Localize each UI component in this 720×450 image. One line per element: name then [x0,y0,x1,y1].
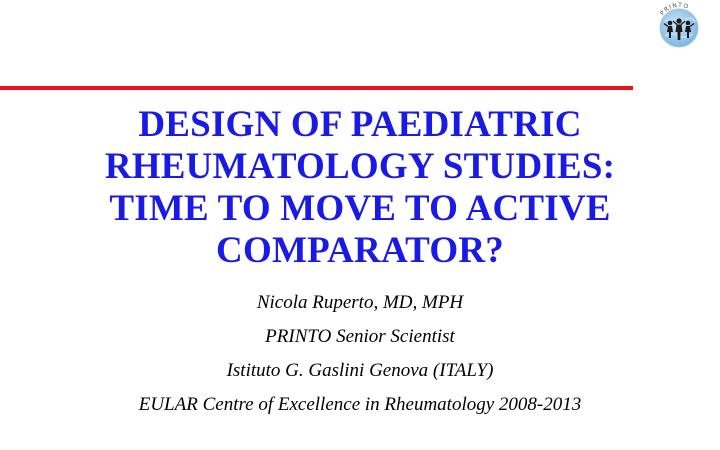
logo-text: PRINTO [658,2,690,18]
author-centre: EULAR Centre of Excellence in Rheumatology 2008-2013 [138,394,582,415]
author-institution: Istituto G. Gaslini Genova (ITALY) [226,360,494,381]
red-divider-line [0,86,633,90]
slide-title [60,104,660,272]
printo-logo-icon [648,2,710,48]
title-line: TIME TO MOVE TO ACTIVE [109,188,611,229]
author-role: PRINTO Senior Scientist [265,326,455,347]
title-line: COMPARATOR? [216,230,504,271]
title-line: RHEUMATOLOGY STUDIES: [104,146,616,187]
author-name: Nicola Ruperto, MD, MPH [256,292,464,313]
printo-logo-graphic [648,2,710,48]
author-block [0,286,720,422]
title-line: DESIGN OF PAEDIATRIC [138,104,582,145]
